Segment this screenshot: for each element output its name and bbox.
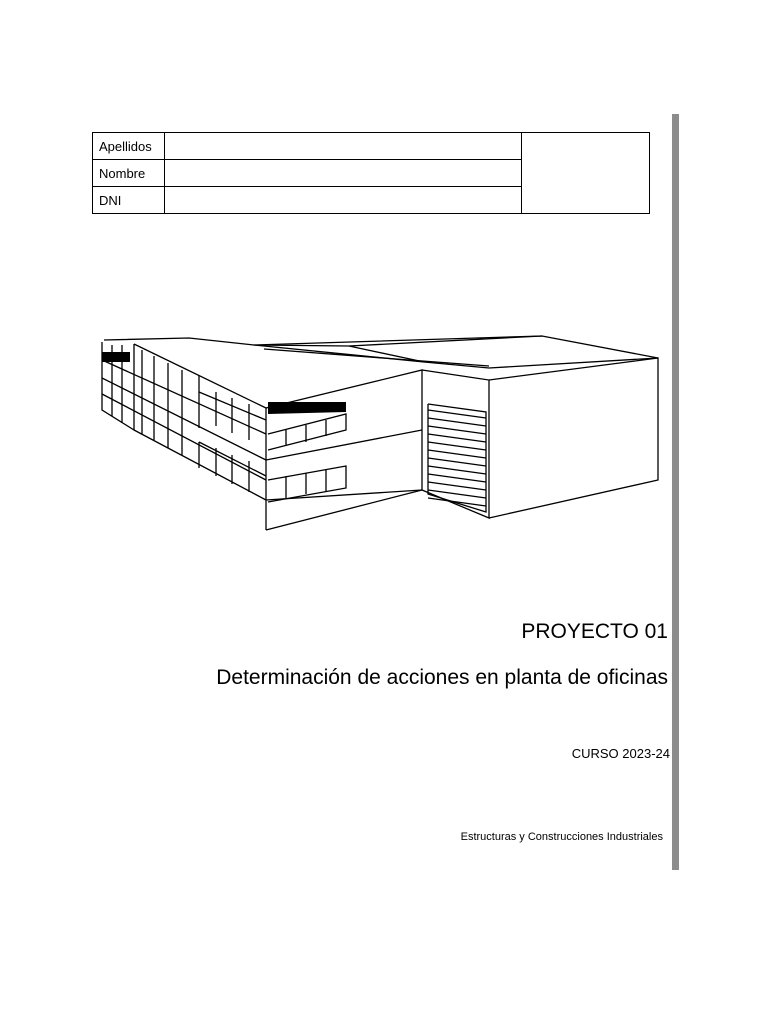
photo-box bbox=[521, 133, 649, 214]
table-row bbox=[93, 133, 650, 160]
side-bar bbox=[672, 114, 679, 870]
project-subtitle: Determinación de acciones en planta de oficinas bbox=[216, 666, 668, 689]
nombre-field[interactable] bbox=[165, 160, 522, 187]
label-dni: DNI bbox=[93, 187, 165, 214]
project-title: PROYECTO 01 bbox=[521, 620, 668, 643]
dni-field[interactable] bbox=[165, 187, 522, 214]
subject-label: Estructuras y Construcciones Industriales bbox=[460, 831, 663, 843]
label-apellidos: Apellidos bbox=[93, 133, 165, 160]
apellidos-field[interactable] bbox=[165, 133, 522, 160]
course-label: CURSO 2023-24 bbox=[571, 746, 670, 761]
industrial-building-icon bbox=[94, 330, 662, 536]
label-nombre: Nombre bbox=[93, 160, 165, 187]
student-info-table bbox=[92, 132, 650, 214]
